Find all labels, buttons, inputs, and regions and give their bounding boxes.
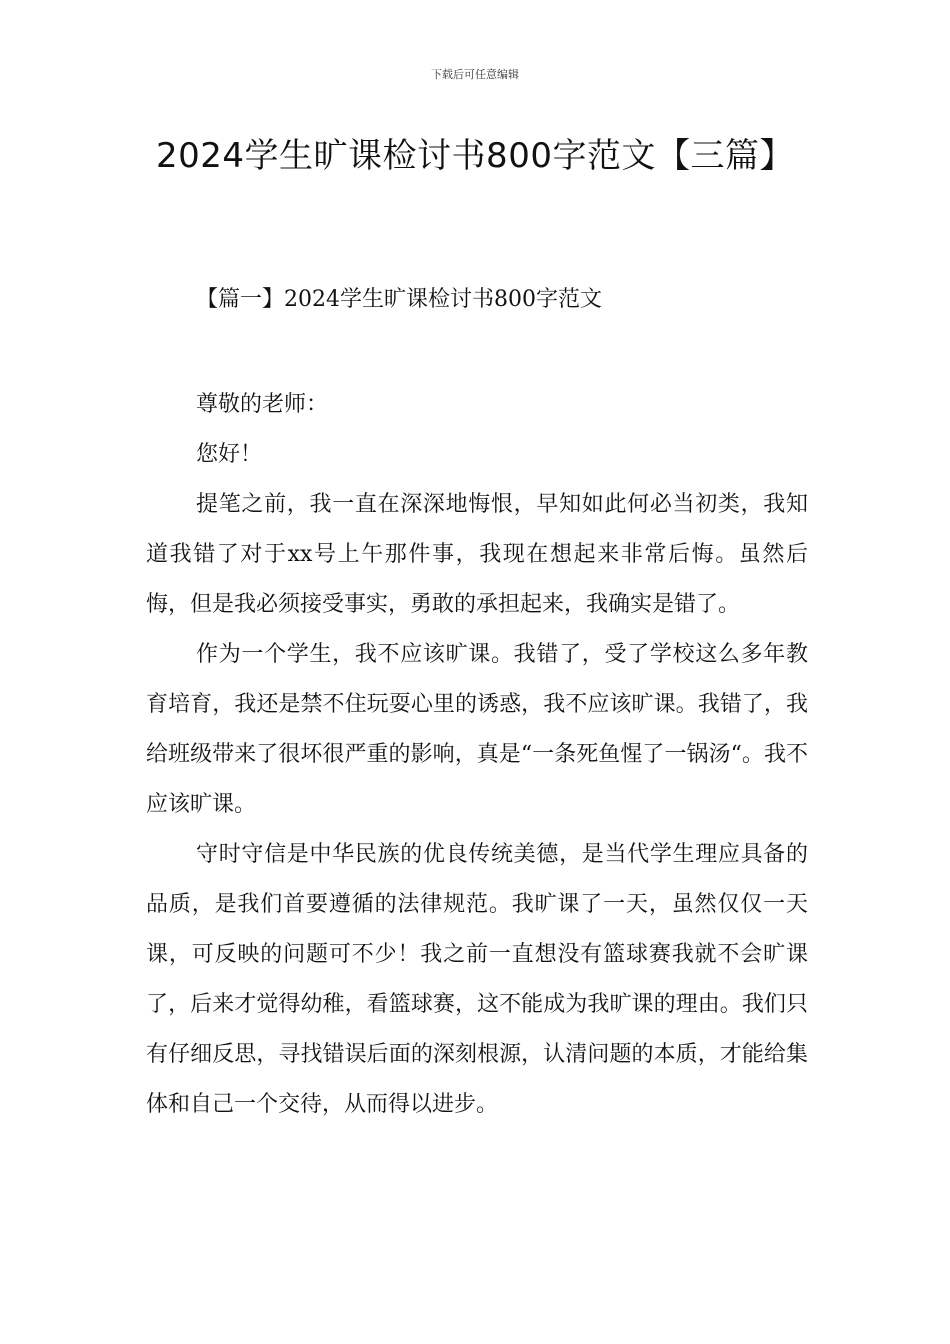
greeting: 您好！ bbox=[196, 442, 263, 467]
salutation: 尊敬的老师： bbox=[196, 392, 329, 417]
header-note: 下载后可任意编辑 bbox=[431, 68, 519, 81]
document-title: 2024学生旷课检讨书800字范文【三篇】 bbox=[156, 136, 794, 176]
letter-body bbox=[146, 380, 808, 1130]
paragraph: 作为一个学生，我不应该旷课。我错了，受了学校这么多年教育培育，我还是禁不住玩耍心里的诱惑，我不应该旷课。我错了，我给班级带来了很坏很严重的影响，真是“一条死鱼惺了一锅汤“。我不应该旷课。 bbox=[146, 642, 808, 817]
paragraph: 提笔之前，我一直在深深地悔恨，早知如此何必当初类，我知道我错了对于xx号上午那件事，我现在想起来非常后悔。虽然后悔，但是我必须接受事实，勇敢的承担起来，我确实是错了。 bbox=[146, 492, 808, 617]
section-heading: 【篇一】2024学生旷课检讨书800字范文 bbox=[196, 287, 602, 312]
paragraph: 守时守信是中华民族的优良传统美德，是当代学生理应具备的品质，是我们首要遵循的法律规范。我旷课了一天，虽然仅仅一天课，可反映的问题可不少！我之前一直想没有篮球赛我就不会旷课了，后来才觉得幼稚，看篮球赛，这不能成为我旷课的理由。我们只有仔细反思，寻找错误后面的深刻根源，认清问题的本质，才能给集体和自己一个交待，从而得以进步。 bbox=[146, 842, 808, 1117]
